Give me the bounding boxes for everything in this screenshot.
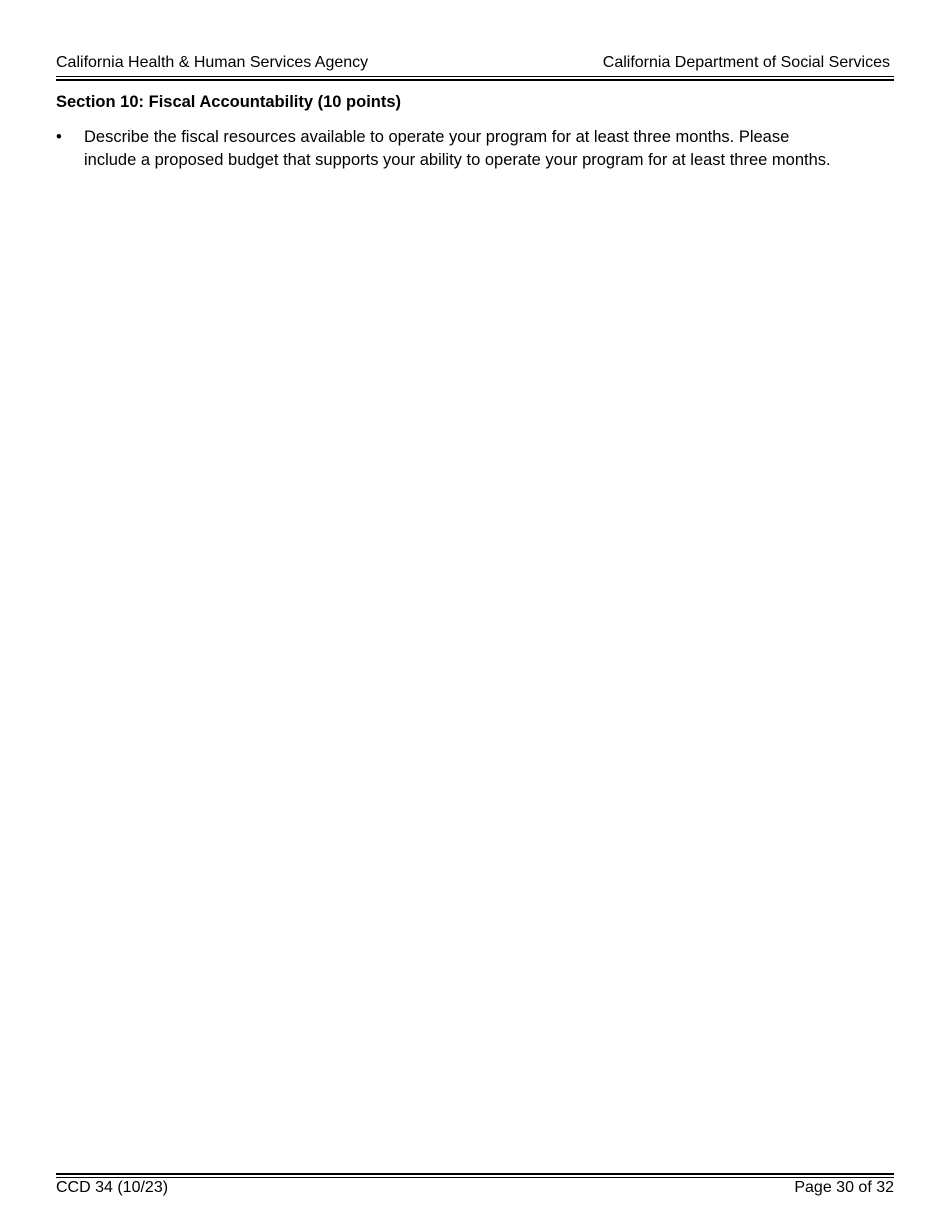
- bullet-text: Describe the fiscal resources available to operate your program for at least three months. Please include a proposed budget that supports your ability to operate your program for at least three months.: [84, 128, 831, 169]
- bullet-marker: •: [56, 128, 62, 146]
- header-agency: California Health & Human Services Agency: [56, 54, 369, 71]
- footer-form-id: CCD 34 (10/23): [56, 1179, 169, 1196]
- page-footer: [56, 1177, 894, 1199]
- header-rule-bottom: [56, 79, 894, 81]
- header-rule-top: [56, 76, 894, 77]
- header-department: California Department of Social Services: [602, 54, 890, 71]
- bullet-list: [56, 126, 836, 172]
- footer-rule-top: [56, 1173, 894, 1175]
- footer-page-number: Page 30 of 32: [794, 1179, 894, 1196]
- list-item: [56, 126, 836, 172]
- page-header: [56, 52, 894, 74]
- section-title: Section 10: Fiscal Accountability (10 points): [56, 93, 402, 111]
